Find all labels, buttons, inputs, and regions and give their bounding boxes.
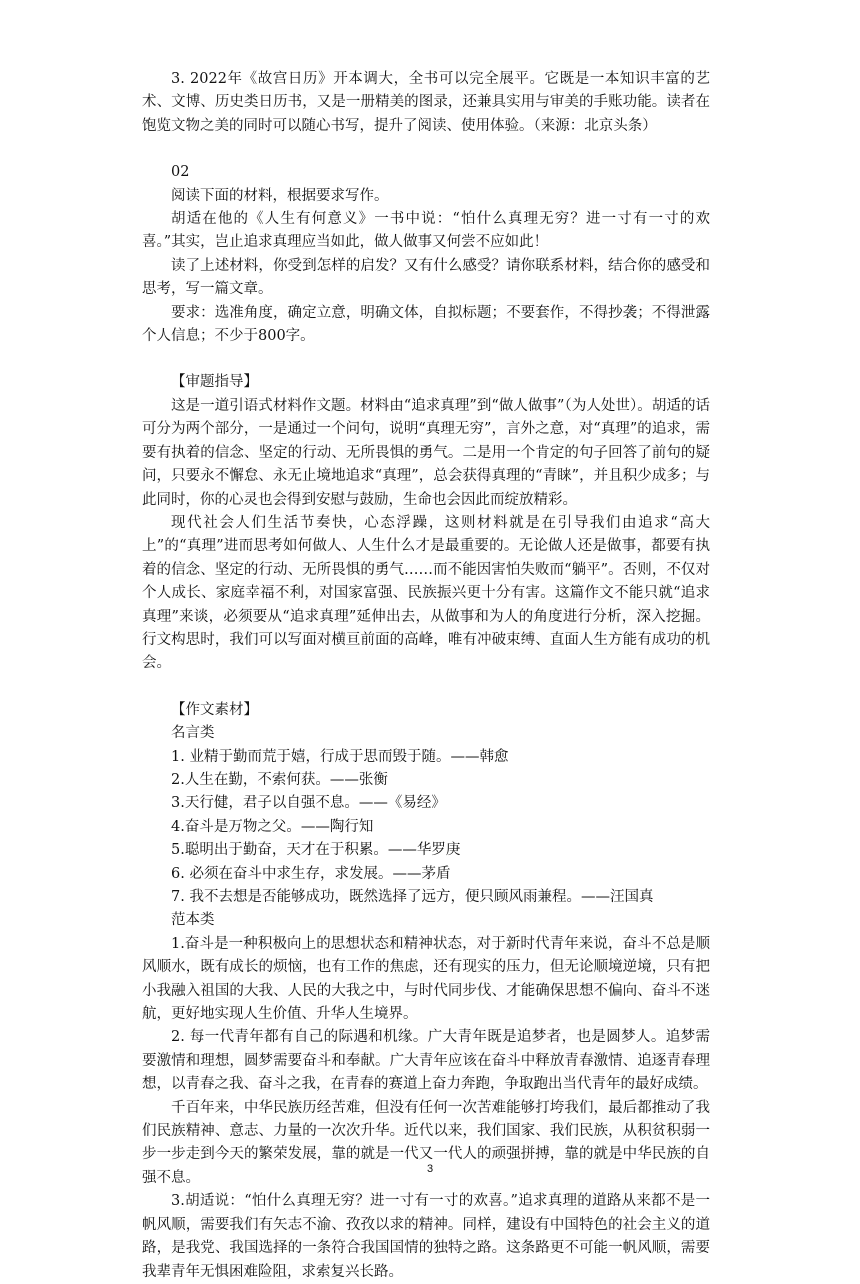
quote-item: 4.奋斗是万物之父。——陶行知 (171, 818, 374, 835)
example-paragraph: 2. 每一代青年都有自己的际遇和机缘。广大青年既是追梦者，也是圆梦人。追梦需要激情和理想，圆梦需要奋斗和奉献。广大青年应该在奋斗中释放青春激情、追逐青春理想，以青春之我、奋斗之我，在青春的赛道上奋力奔跑，争取跑出当代青年的最好成绩。 (142, 1029, 710, 1093)
prompt-intro: 阅读下面的材料，根据要求写作。 (171, 187, 389, 204)
example-paragraph: 3.胡适说：“怕什么真理无穷？进一寸有一寸的欢喜。”追求真理的道路从来都不是一帆风顺，需要我们有矢志不渝、孜孜以求的精神。同样，建设有中国特色的社会主义的道路，是我党、我国选择的一条符合我国国情的独特之路。这条路更不可能一帆风顺，需要我辈青年无惧困难险阻，求索复兴长路。 (142, 1193, 710, 1280)
prompt-requirements: 要求：选准角度，确定立意，明确文体，自拟标题；不要套作，不得抄袭；不得泄露个人信息；不少于800字。 (142, 304, 710, 345)
page-number: 3 (426, 1163, 434, 1175)
quote-item: 3.天行健，君子以自强不息。——《易经》 (171, 795, 446, 812)
guide-heading: 【审题指导】 (171, 374, 258, 391)
quotes-heading: 名言类 (171, 725, 215, 742)
guide-paragraph: 现代社会人们生活节奏快，心态浮躁，这则材料就是在引导我们由追求“高大上”的“真理”进而思考如何做人、人生什么才是最重要的。无论做人还是做事，都要有执着的信念、坚定的行动、无所畏惧的勇气……而不能因害怕失败而“躺平”。否则，不仅对个人成长、家庭幸福不利，对国家富强、民族振兴更十分有害。这篇作文不能只就“追求真理”来谈，必须要从“追求真理”延伸出去，从做事和为人的角度进行分析，深入挖掘。行文构思时，我们可以写面对横亘前面的高峰，唯有冲破束缚、直面人生方能有成功的机会。 (142, 514, 710, 672)
quote-item: 7. 我不去想是否能够成功，既然选择了远方，便只顾风雨兼程。——汪国真 (171, 889, 654, 905)
quote-item: 5.聪明出于勤奋，天才在于积累。——华罗庚 (171, 842, 461, 859)
examples-heading: 范本类 (171, 912, 215, 929)
page-content (142, 68, 710, 1284)
quote-item: 6. 必须在奋斗中求生存，求发展。——茅盾 (171, 865, 451, 882)
guide-paragraph: 这是一道引语式材料作文题。材料由“追求真理”到“做人做事”（为人处世）。胡适的话可分为两个部分，一是通过一个问句，说明“真理无穷”，言外之意，对“真理”的追求，需要有执着的信念、坚定的行动、无所畏惧的勇气。二是用一个肯定的句子回答了前句的疑问，只要永不懈怠、永无止境地追求“真理”，总会获得真理的“青睐”，并且积少成多；与此同时，你的心灵也会得到安慰与鼓励，生命也会因此而绽放精彩。 (142, 397, 710, 508)
prompt-material: 胡适在他的《人生有何意义》一书中说：“怕什么真理无穷？进一寸有一寸的欢喜。”其实，岂止追求真理应当如此，做人做事又何尝不应如此！ (142, 211, 710, 251)
intro-item-3: 3. 2022年《故宫日历》开本调大，全书可以完全展平。它既是一本知识丰富的艺术、文博、历史类日历书，又是一册精美的图录，还兼具实用与审美的手账功能。读者在饱览文物之美的同时可以随心书写，提升了阅读、使用体验。（来源：北京头条） (142, 71, 710, 134)
material-heading: 【作文素材】 (171, 701, 258, 718)
quote-item: 2.人生在勤，不索何获。——张衡 (171, 771, 388, 788)
quote-item: 1. 业精于勤而荒于嬉，行成于思而毁于随。——韩愈 (171, 748, 509, 765)
example-paragraph: 1.奋斗是一种积极向上的思想状态和精神状态，对于新时代青年来说，奋斗不总是顺风顺水，既有成长的烦恼，也有工作的焦虑，还有现实的压力，但无论顺境逆境，只有把小我融入祖国的大我、人民的大我之中，与时代同步伐、才能确保思想不偏向、奋斗不迷航，更好地实现人生价值、升华人生境界。 (142, 935, 710, 1023)
prompt-question: 读了上述材料，你受到怎样的启发？又有什么感受？请你联系材料，结合你的感受和思考，写一篇文章。 (142, 257, 710, 298)
section-number: 02 (171, 164, 190, 181)
example-paragraph: 千百年来，中华民族历经苦难，但没有任何一次苦难能够打垮我们，最后都推动了我们民族精神、意志、力量的一次次升华。近代以来，我们国家、我们民族，从积贫积弱一步一步走到今天的繁荣发展，靠的就是一代又一代人的顽强拼搏，靠的就是中华民族的自强不息。 (142, 1099, 710, 1186)
